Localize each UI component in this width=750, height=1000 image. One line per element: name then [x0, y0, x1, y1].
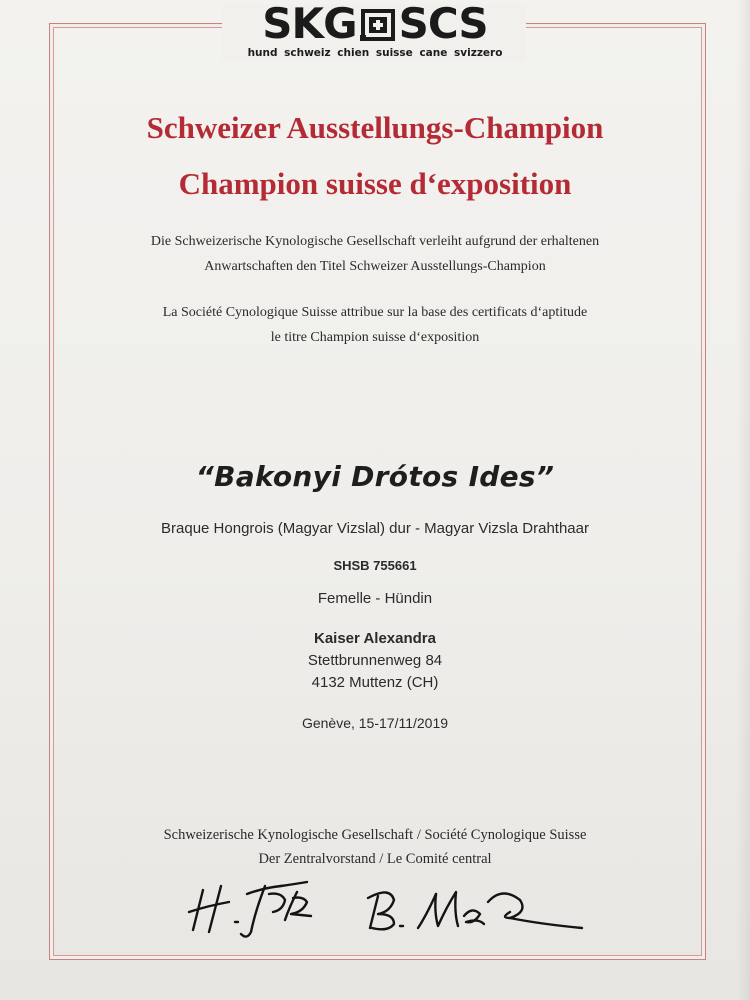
registration-number: SHSB 755661	[333, 558, 417, 573]
dog-breed: Braque Hongrois (Magyar Vizslal) dur - Magyar Vizsla Drahthaar	[161, 520, 589, 537]
title-german: Schweizer Ausstellungs-Champion	[146, 110, 604, 145]
footer-central-committee: Der Zentralvorstand / Le Comité central	[258, 851, 492, 867]
owner-street: Stettbrunnenweg 84	[307, 652, 443, 669]
logo-tagline: hund schweiz chien suisse cane svizzero	[247, 47, 503, 59]
logo-skg-text: SKG	[262, 0, 357, 48]
statement-german-line2: Anwartschaften den Titel Schweizer Ausstellungs-Champion	[204, 259, 546, 274]
statement-french-line1: La Société Cynologique Suisse attribue sur la base des certificats d‘aptitude	[162, 305, 588, 320]
owner-name: Kaiser Alexandra	[313, 630, 436, 647]
dog-name: “Bakonyi Drótos Ides”	[195, 460, 555, 493]
owner-city: 4132 Muttenz (CH)	[311, 674, 439, 691]
signature-right	[360, 872, 590, 942]
issue-place-date: Genève, 15-17/11/2019	[301, 715, 449, 731]
dog-sex: Femelle - Hündin	[317, 590, 433, 607]
logo-scs-text: SCS	[398, 0, 488, 48]
paper-shadow	[736, 0, 750, 1000]
skg-scs-logo	[245, 1, 505, 47]
swiss-cross-dog-icon	[360, 6, 396, 42]
statement-german-line1: Die Schweizerische Kynologische Gesellschaft verleiht aufgrund der erhaltenen	[150, 234, 600, 249]
title-french: Champion suisse d‘exposition	[178, 166, 572, 201]
footer-organization: Schweizerische Kynologische Gesellschaft / Société Cynologique Suisse	[163, 827, 587, 843]
signature-left	[185, 872, 325, 942]
statement-french-line2: le titre Champion suisse d‘exposition	[270, 330, 480, 345]
